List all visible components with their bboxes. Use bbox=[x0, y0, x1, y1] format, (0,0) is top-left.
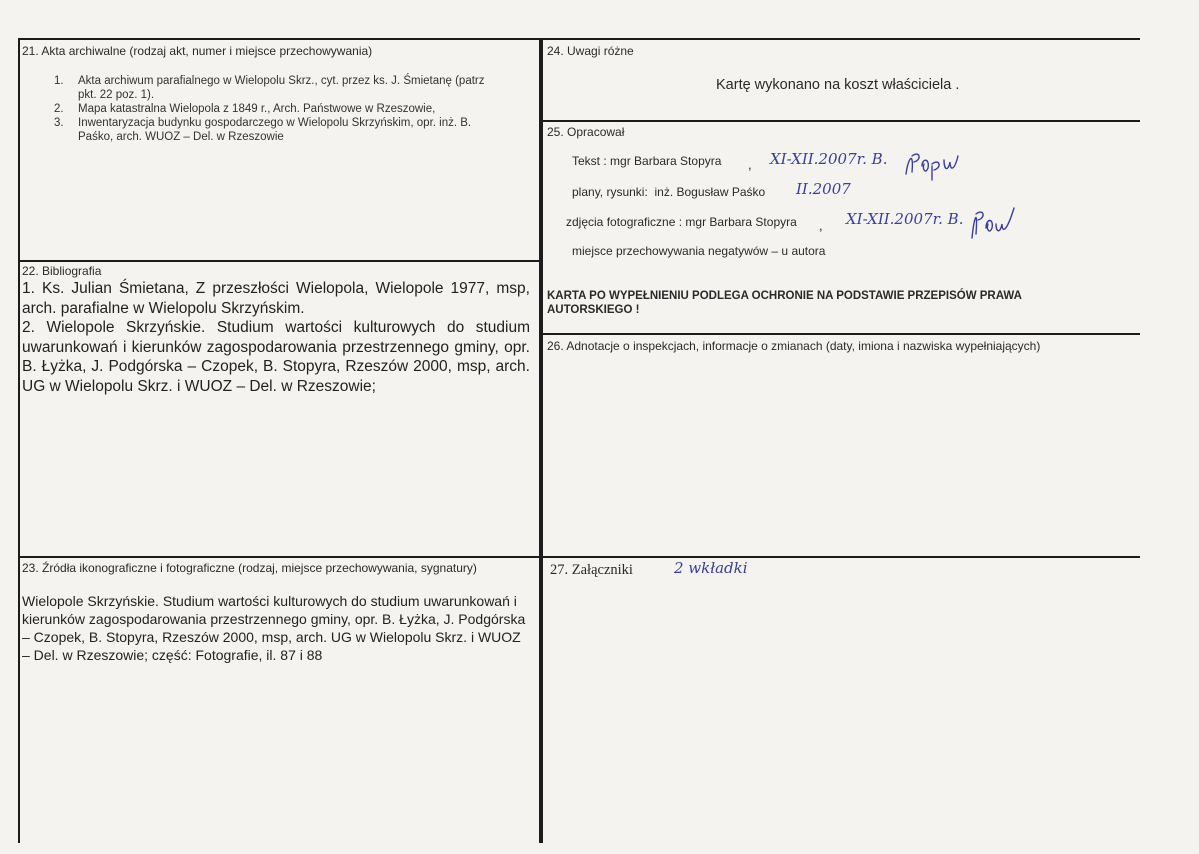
plans-handwritten-date: II.2007 bbox=[796, 180, 851, 198]
attachments-handwritten: 2 wkładki bbox=[674, 559, 748, 577]
negatives-location: miejsce przechowywania negatywów – u autora bbox=[572, 244, 826, 258]
copyright-notice: KARTA PO WYPEŁNIENIU PODLEGA OCHRONIE NA PODSTAWIE PRZEPISÓW PRAWA AUTORSKIEGO ! bbox=[547, 290, 1022, 316]
section-23-header: 23. Źródła ikonograficzne i fotograficzne (rodzaj, miejsce przechowywania, sygnatury) bbox=[22, 561, 477, 575]
section-22-header: 22. Bibliografia bbox=[22, 264, 102, 278]
rule-25-26 bbox=[541, 333, 1140, 335]
list-item: 3. Inwentaryzacja budynku gospodarczego w Wielopolu Skrzyńskim, opr. inż. B. Paśko, arch. WUOZ – Del. w Rzeszowie bbox=[54, 117, 472, 143]
bibliography-entry: 1. Ks. Julian Śmietana, Z przeszłości Wielopola, Wielopole 1977, msp, arch. parafialne w Wielopolu Skrzyńskim. bbox=[22, 280, 530, 317]
author-text-separator: , bbox=[748, 157, 752, 172]
photos-row bbox=[566, 215, 797, 229]
rule-22-23 bbox=[18, 556, 541, 558]
top-rule bbox=[18, 38, 1140, 40]
section-27-header: 27. Załączniki bbox=[550, 562, 633, 578]
photos-handwritten-date: XI-XII.2007r. B. bbox=[846, 210, 964, 228]
photos-separator: , bbox=[819, 218, 823, 233]
signature-2 bbox=[966, 200, 1018, 242]
author-text-value: mgr Barbara Stopyra bbox=[610, 154, 722, 168]
plans-label: plany, rysunki: bbox=[572, 185, 648, 199]
author-text-label: Tekst : bbox=[572, 154, 607, 168]
archival-records-list bbox=[48, 74, 536, 144]
author-text-row bbox=[572, 154, 721, 168]
author-text-handwritten-date: XI-XII.2007r. B. bbox=[770, 150, 888, 168]
section-24-header: 24. Uwagi różne bbox=[547, 44, 634, 58]
rule-24-25 bbox=[541, 120, 1140, 122]
rule-21-22 bbox=[18, 260, 541, 262]
section-21-header: 21. Akta archiwalne (rodzaj akt, numer i miejsce przechowywania) bbox=[22, 44, 373, 58]
photos-value: mgr Barbara Stopyra bbox=[685, 215, 797, 229]
signature-1 bbox=[900, 146, 960, 182]
list-item: 1. Akta archiwum parafialnego w Wielopolu Skrz., cyt. przez ks. J. Śmietanę (patrz pkt. 22 poz. 1). bbox=[54, 75, 485, 101]
rule-26-27 bbox=[541, 556, 1140, 558]
plans-row bbox=[572, 185, 765, 199]
section-26-header: 26. Adnotacje o inspekcjach, informacje o zmianach (daty, imiona i nazwiska wypełniających) bbox=[547, 339, 1041, 353]
left-border bbox=[18, 38, 20, 843]
plans-value: inż. Bogusław Paśko bbox=[654, 185, 766, 199]
bibliography-entry: 2. Wielopole Skrzyńskie. Studium wartości kulturowych do studium uwarunkowań i kierunków zagospodarowania przestrzennego gminy, opr. B. Łyżka, J. Podgórska – Czopek, B. Stopyra, Rzeszów 2000, msp, arch. UG w Wielopolu Skrz. i WUOZ – Del. w Rzeszowie; bbox=[22, 319, 530, 395]
remarks-text: Kartę wykonano na koszt właściciela . bbox=[716, 77, 960, 93]
section-25-header: 25. Opracował bbox=[547, 125, 625, 139]
center-divider bbox=[539, 38, 543, 843]
bibliography-text bbox=[22, 279, 530, 396]
list-item: 2. Mapa katastralna Wielopola z 1849 r., Arch. Państwowe w Rzeszowie, bbox=[54, 103, 436, 115]
iconographic-sources-text: Wielopole Skrzyńskie. Studium wartości kulturowych do studium uwarunkowań i kierunków zagospodarowania przestrzennego gminy, opr. B. Łyżka, J. Podgórska – Czopek, B. Stopyra, Rzeszów 2000, msp, arch. UG w Wielopolu Skrz. i WUOZ – Del. w Rzeszowie; część: Fotografie, il. 87 i 88 bbox=[22, 593, 526, 663]
photos-label: zdjęcia fotograficzne : bbox=[566, 215, 683, 229]
